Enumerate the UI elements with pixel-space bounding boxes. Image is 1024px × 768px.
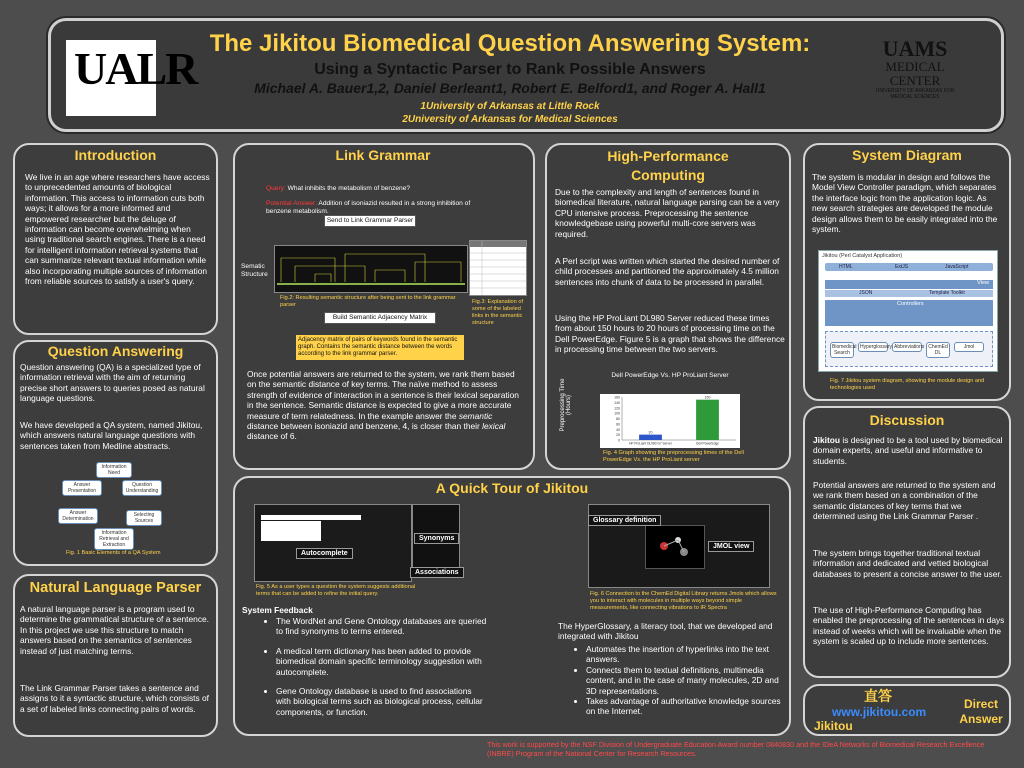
y-tick-label: 40	[616, 427, 620, 432]
qa-text-1: Question answering (QA) is a specialized type of information retrieval with the aim of returning precise short answers to queries posed as natural language questions.	[20, 362, 205, 404]
node-selecting-sources: Selecting Sources	[126, 510, 162, 526]
discussion-p4: The use of High-Performance Computing has enabled the preprocessing of the sentences in days instead of weeks which will be invaluable when the system is scaled up to include more sentences.	[813, 605, 1005, 647]
jikitou-url-link[interactable]: www.jikitou.com	[832, 705, 927, 719]
fig5-caption: Fig. 5 As a user types a question the system suggests additional terms that can be added to refine the initial query.	[256, 584, 416, 597]
view-tech-extjs: ExtJS	[895, 264, 909, 270]
glossary-definition-label: Glossary definition	[588, 515, 661, 526]
glossary-intro: The HyperGlossary, a literacy tool, that we developed and integrated with Jikitou	[558, 621, 773, 642]
discussion-p3: The system brings together traditional textual information and dedicated and vetted biological databases to present a concise answer to the user.	[813, 548, 1003, 579]
feedback-list	[258, 616, 488, 726]
y-tick-label: 0	[618, 438, 620, 443]
qa-text-2: We have developed a QA system, named Jikitou, which answers natural language questions with sentences taken from Medline abstracts.	[20, 420, 203, 451]
node-information-need: Information Need	[96, 462, 132, 478]
glossary-item: • Connects them to textual definitions, multimedia content, and in the case of many molecules, 2D and 3D representations.	[586, 665, 784, 696]
discussion-p2: Potential answers are returned to the system and we rank them based on a combination of the semantic distances of key terms that we determined using the Link Grammar Parser .	[813, 480, 996, 522]
link-diagram	[275, 246, 467, 292]
introduction-text: We live in an age where researchers have access to unprecedented amounts of biological information. This access to information cuts both ways; it allows for a more informed and empowered researcher but the deluge of information can become overwhelming when using traditional search engines. There is a need for intelligent information retrieval systems that can summarize relevant textual information while also incorporating multiple sources of information from reliable sources to satisfy a user's query.	[25, 172, 210, 287]
discussion-title: Discussion	[869, 412, 945, 428]
jikitou-label: Jikitou	[814, 719, 853, 733]
send-to-parser-box: Send to Link Grammar Parser	[324, 215, 416, 227]
y-tick-label: 160	[614, 395, 620, 400]
model-abbreviations: Abbreviations	[894, 344, 925, 350]
answer-text: Addition of isoniazid resulted in a strong inhibition of benzene metabolism.	[266, 200, 471, 215]
affiliation-1: 1University of Arkansas at Little Rock	[420, 101, 600, 112]
query-line	[266, 177, 486, 193]
poster-subtitle: Using a Syntactic Parser to Rank Possible Answers	[314, 61, 706, 78]
synonyms-label: Synonyms	[414, 533, 459, 544]
controllers-layer	[825, 300, 993, 326]
body-part-c: distance of 6.	[247, 431, 297, 442]
nlp-title: Natural Language Parser	[29, 580, 202, 596]
body-lexical: lexical	[482, 421, 506, 432]
bar	[696, 400, 719, 440]
glossary-item: • Automates the insertion of hyperlinks into the text answers.	[586, 644, 784, 665]
uams-logo-line1: UAMS	[882, 36, 948, 61]
view-tech-js: JavaScript	[945, 264, 969, 270]
uams-logo-line4: UNIVERSITY OF ARKANSAS FOR MEDICAL SCIENCES	[875, 88, 955, 100]
fig1-caption: Fig. 1 Basic Elements of a QA System	[66, 550, 161, 556]
link-grammar-title: Link Grammar	[335, 147, 431, 163]
tour-title: A Quick Tour of Jikitou	[435, 480, 589, 496]
node-question-understanding: Question Understanding	[122, 480, 162, 496]
semantic-structure-label: Sematic Structure	[241, 263, 268, 278]
x-tick-label: HP ProLiant DL980 G7 Server	[629, 441, 672, 446]
discussion-p1	[813, 435, 1005, 466]
feedback-item: • Gene Ontology database is used to find associations with biological terms such as biological process, cellular components, or function.	[276, 686, 488, 717]
nlp-text-2: The Link Grammar Parser takes a sentence and assigns to it a syntactic structure, which consists of a set of labeled links connecting pairs of words.	[20, 683, 209, 714]
mvc-app-label: Jikitou (Perl Catalyst Application)	[822, 253, 903, 259]
uams-logo	[872, 38, 958, 118]
node-answer-presentation: Answer Presentation	[62, 480, 102, 496]
model-hyperglossary: Hyperglossary	[860, 344, 892, 350]
bar-value-label: 150	[704, 395, 711, 400]
hpc-text-2: A Perl script was written which started the desired number of child processes and partitioned the approximately 4.5 million sentences into chunk of data to be processed in parallel.	[555, 256, 780, 287]
model-biomedical-search: Biomedical Search	[832, 344, 857, 356]
uams-logo-line3: CENTER	[889, 73, 941, 88]
view-layer: View	[825, 280, 993, 289]
qa-elements-diagram	[58, 460, 188, 546]
introduction-title: Introduction	[74, 147, 157, 163]
uams-logo-line2: MEDICAL	[885, 59, 945, 74]
bar-chart-svg	[600, 394, 740, 448]
link-grammar-body	[247, 369, 525, 442]
adjacency-matrix-box: Adjacency matrix of pairs of keywords found in the semantic graph. Contains the semantic distance between the words according to the link grammar parser.	[296, 335, 464, 360]
ualr-logo	[66, 40, 197, 116]
bar-value-label: 20	[648, 430, 653, 435]
x-tick-label: Dell PowerEdge	[696, 441, 719, 446]
processing-time-chart	[600, 394, 740, 448]
link-table-lines	[470, 241, 526, 295]
y-tick-label: 60	[616, 422, 620, 427]
autocomplete-screenshot	[254, 504, 412, 582]
model-layer	[825, 331, 993, 367]
y-tick-label: 120	[614, 406, 620, 411]
funding-note: This work is supported by the NSF Division of Undergraduate Education Award number 0840830 and the IDeA Networks of Biomedical Research Excellence (INBRE) Program of the National Center for Research Resources.	[487, 740, 985, 758]
body-semantic: semantic	[458, 410, 493, 421]
ualr-logo-text: UALR	[74, 43, 197, 94]
hpc-title: High-Performance Computing	[607, 148, 729, 183]
semantic-structure-figure	[274, 245, 468, 293]
model-chemed: ChemEd DL	[926, 342, 950, 358]
qa-title: Question Answering	[47, 343, 184, 359]
body-part-a: Once potential answers are returned to the system, we rank them based on the semantic distance of key terms. The naïve method to assess strength of evidence of interaction in a sentence is their lexical separation in the sentence. Semantic distance is expected to give a more accurate measure of term relatedness. In the example answer the	[247, 369, 519, 421]
view-sub-row	[825, 290, 993, 297]
direct-answer-label: Direct Answer	[959, 697, 1003, 726]
body-part-b: distance between isoniazid and benzene, 4, is closer than their	[247, 421, 483, 432]
view-tech-row	[825, 263, 993, 271]
system-diagram-title: System Diagram	[852, 147, 962, 163]
discussion-jikitou: Jikitou	[813, 435, 840, 445]
y-tick-label: 80	[616, 417, 620, 421]
feedback-title: System Feedback	[242, 605, 313, 615]
cjk-logo: 直答	[864, 688, 892, 704]
build-matrix-box: Build Semantic Adjacency Matrix	[324, 312, 436, 324]
link-explanation-table	[469, 240, 527, 296]
answer-label: Potential Answer:	[266, 200, 317, 207]
bar	[639, 435, 662, 440]
view-sub-json: JSON	[859, 290, 873, 296]
fig2-caption: Fig.2: Resulting semantic structure after being sent to the link grammar parser	[280, 295, 456, 308]
chart-title: Dell PowerEdge Vs. HP ProLiant Server	[611, 372, 729, 379]
fig3-caption: Fig.3: Explanation of some of the labeled links in the semantic structure	[472, 299, 523, 326]
query-text: What inhibits the metabolism of benzene?	[287, 185, 411, 192]
glossary-item: • Takes advantage of authoritative knowledge sources on the Internet.	[586, 696, 784, 717]
model-jmol: Jmol	[954, 342, 984, 352]
view-tech-html: HTML	[839, 264, 853, 270]
chart-ylabel: Preprocessing Time (Hours)	[560, 378, 572, 432]
jmol-view-label: JMOL view	[708, 541, 754, 552]
controllers-label: Controllers	[897, 301, 924, 307]
fig7-caption: Fig. 7 Jikitou system diagram, showing the module design and technologies used	[830, 378, 985, 391]
hpc-text-1: Due to the complexity and length of sentences found in biomedical literature, natural language parsing can be a very CPU intensive process. Preprocessing the sentence knowledgebase using powerful multi-core servers was required.	[555, 187, 780, 239]
node-information-retrieval: Information Retrieval and Extraction	[94, 528, 134, 550]
mvc-diagram	[818, 250, 998, 372]
molecule-icon	[646, 526, 704, 568]
feedback-item: • The WordNet and Gene Ontology databases are queried to find synonyms to terms entered.	[276, 616, 488, 637]
view-sub-tt: Template Toolkit	[929, 290, 965, 296]
answer-line	[266, 192, 476, 216]
jmol-viewer-shot	[645, 525, 705, 569]
poster-title: The Jikitou Biomedical Question Answering System:	[209, 30, 811, 57]
query-label: Query:	[266, 185, 286, 192]
fig6-caption: Fig. 6 Connection to the ChemEd Digital Library returns Jmols which allows you to interact with molecules in multiple ways beyond simple measurements, like connecting vibrations to IR Spectra	[590, 591, 777, 611]
poster-authors: Michael A. Bauer1,2, Daniel Berleant1, Robert E. Belford1, and Roger A. Hall1	[254, 80, 766, 96]
nlp-text-1: A natural language parser is a program used to determine the grammatical structure of a sentence. In this project we use this structure to match answers based on the semantics of sentences instead of just matching terms.	[20, 604, 209, 656]
y-tick-label: 20	[616, 433, 620, 438]
hpc-text-3: Using the HP ProLiant DL980 Server reduced these times from about 150 hours to 20 hours of processing time on the Dell PowerEdge. Figure 5 is a graph that shows the difference in processing time between the two servers.	[555, 313, 785, 355]
autocomplete-label: Autocomplete	[296, 548, 353, 559]
fig4-caption: Fig. 4 Graph showing the preprocessing times of the Dell PowerEdge Vs. the HP ProLiant server	[603, 450, 744, 463]
affiliation-2: 2University of Arkansas for Medical Sciences	[402, 114, 618, 125]
search-box-shot	[261, 515, 361, 520]
glossary-list	[572, 644, 784, 717]
discussion-p1-text: is designed to be a tool used by biomedical domain experts, and useful and informative to students.	[813, 435, 1003, 466]
system-diagram-text: The system is modular in design and follows the Model View Controller paradigm, which separates the interface logic from the application logic. As new search strategies are developed the module design allows them to be easily integrated into the system.	[812, 172, 998, 235]
feedback-item: • A medical term dictionary has been added to provide biomedical domain specific terminology suggestion with autocomplete.	[276, 646, 488, 677]
suggest-list-shot	[261, 521, 321, 541]
associations-label: Associations	[410, 567, 464, 578]
y-tick-label: 100	[614, 411, 620, 416]
node-answer-determination: Answer Determination	[58, 508, 98, 524]
y-tick-label: 140	[614, 400, 620, 405]
poster-affiliations	[150, 100, 870, 126]
